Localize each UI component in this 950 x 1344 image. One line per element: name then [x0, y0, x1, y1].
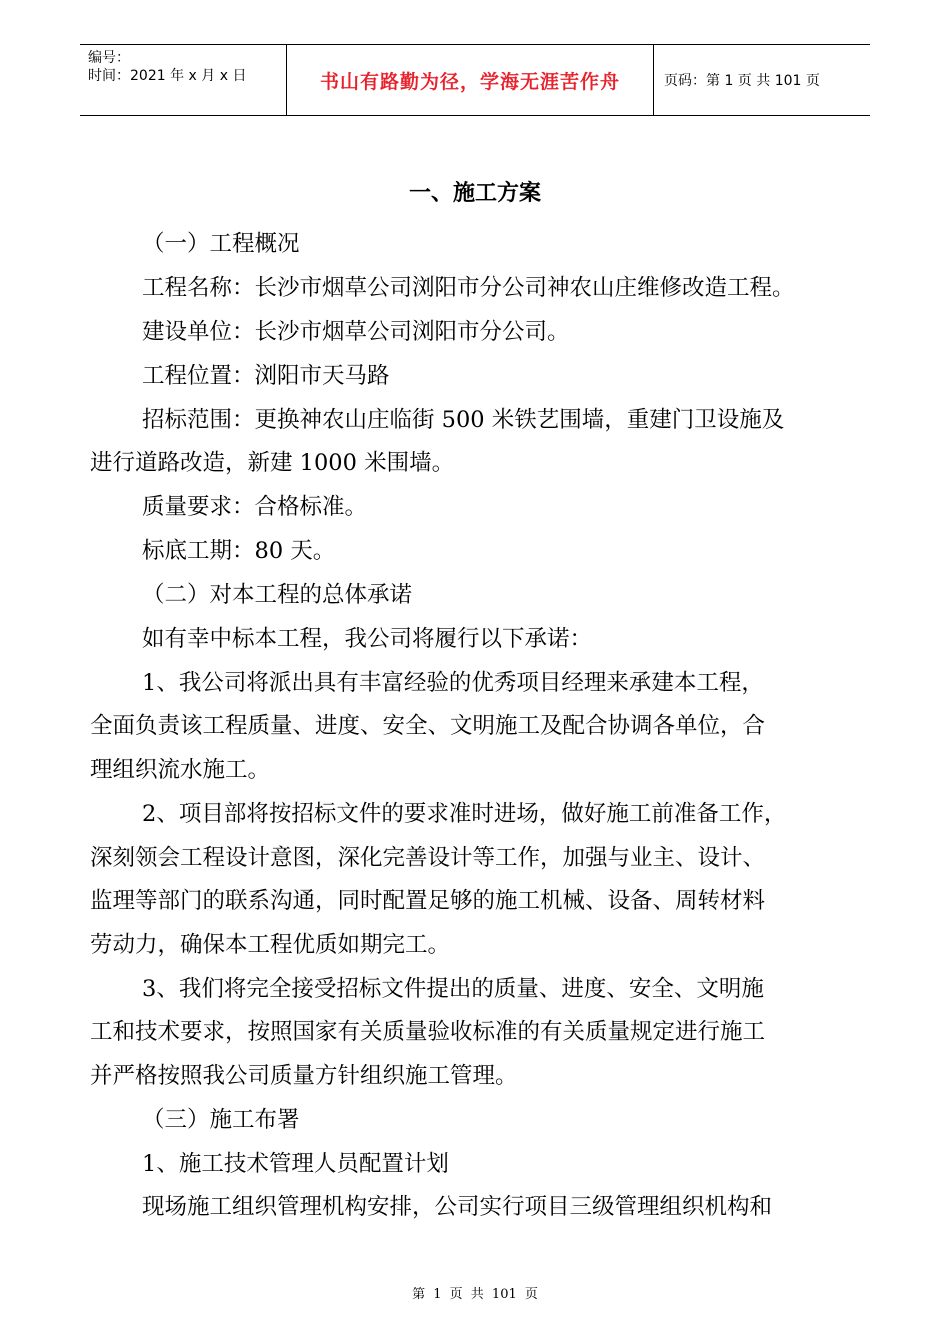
page-title: 一、施工方案 — [408, 181, 541, 206]
paragraph-line: 并严格按照我公司质量方针组织施工管理。 — [90, 1063, 518, 1089]
section-heading: （一）工程概况 — [142, 231, 300, 257]
page-info: 页码：第 1 页 共 101 页 — [664, 73, 820, 89]
paragraph-line: 理组织流水施工。 — [90, 757, 271, 783]
paragraph-line: 3、我们将完全接受招标文件提出的质量、进度、安全、文明施 — [142, 976, 764, 1002]
paragraph-line: 深刻领会工程设计意图，深化完善设计等工作，加强与业主、设计、 — [90, 845, 766, 871]
paragraph-line: 建设单位：长沙市烟草公司浏阳市分公司。 — [142, 319, 570, 345]
time-label: 时间：2021 年 x 月 x 日 — [88, 68, 247, 84]
paragraph-line: 如有幸中标本工程，我公司将履行以下承诺： — [142, 626, 593, 652]
paragraph-line: 工和技术要求，按照国家有关质量验收标准的有关质量规定进行施工 — [90, 1019, 766, 1045]
section-heading: （三）施工布署 — [142, 1107, 300, 1133]
paragraph-line: 1、我公司将派出具有丰富经验的优秀项目经理来承建本工程， — [142, 670, 764, 696]
motto-text: 书山有路勤为径，学海无涯苦作舟 — [319, 70, 620, 93]
paragraph-line: 质量要求：合格标准。 — [142, 494, 368, 520]
paragraph-line: 现场施工组织管理机构安排，公司实行项目三级管理组织机构和 — [142, 1194, 773, 1220]
paragraph-line: 招标范围：更换神农山庄临街 500 米铁艺围墙，重建门卫设施及 — [142, 407, 785, 433]
header-motto-cell — [286, 45, 654, 115]
paragraph-line: 监理等部门的联系沟通，同时配置足够的施工机械、设备、周转材料 — [90, 888, 766, 914]
number-label: 编号： — [88, 50, 130, 66]
page-header — [80, 44, 870, 116]
paragraph-line: 全面负责该工程质量、进度、安全、文明施工及配合协调各单位，合 — [90, 713, 766, 739]
paragraph-line: 工程位置：浏阳市天马路 — [142, 363, 390, 389]
paragraph-line: 劳动力，确保本工程优质如期完工。 — [90, 932, 451, 958]
paragraph-line: 进行道路改造，新建 1000 米围墙。 — [90, 450, 455, 476]
header-meta — [88, 49, 246, 85]
section-heading: （二）对本工程的总体承诺 — [142, 582, 413, 608]
paragraph-line: 1、施工技术管理人员配置计划 — [142, 1151, 449, 1177]
paragraph-line: 标底工期：80 天。 — [142, 538, 336, 564]
page-footer: 第 1 页 共 101 页 — [412, 1287, 538, 1302]
paragraph-line: 2、项目部将按招标文件的要求准时进场，做好施工前准备工作， — [142, 801, 787, 827]
paragraph-line: 工程名称：长沙市烟草公司浏阳市分公司神农山庄维修改造工程。 — [142, 275, 795, 301]
